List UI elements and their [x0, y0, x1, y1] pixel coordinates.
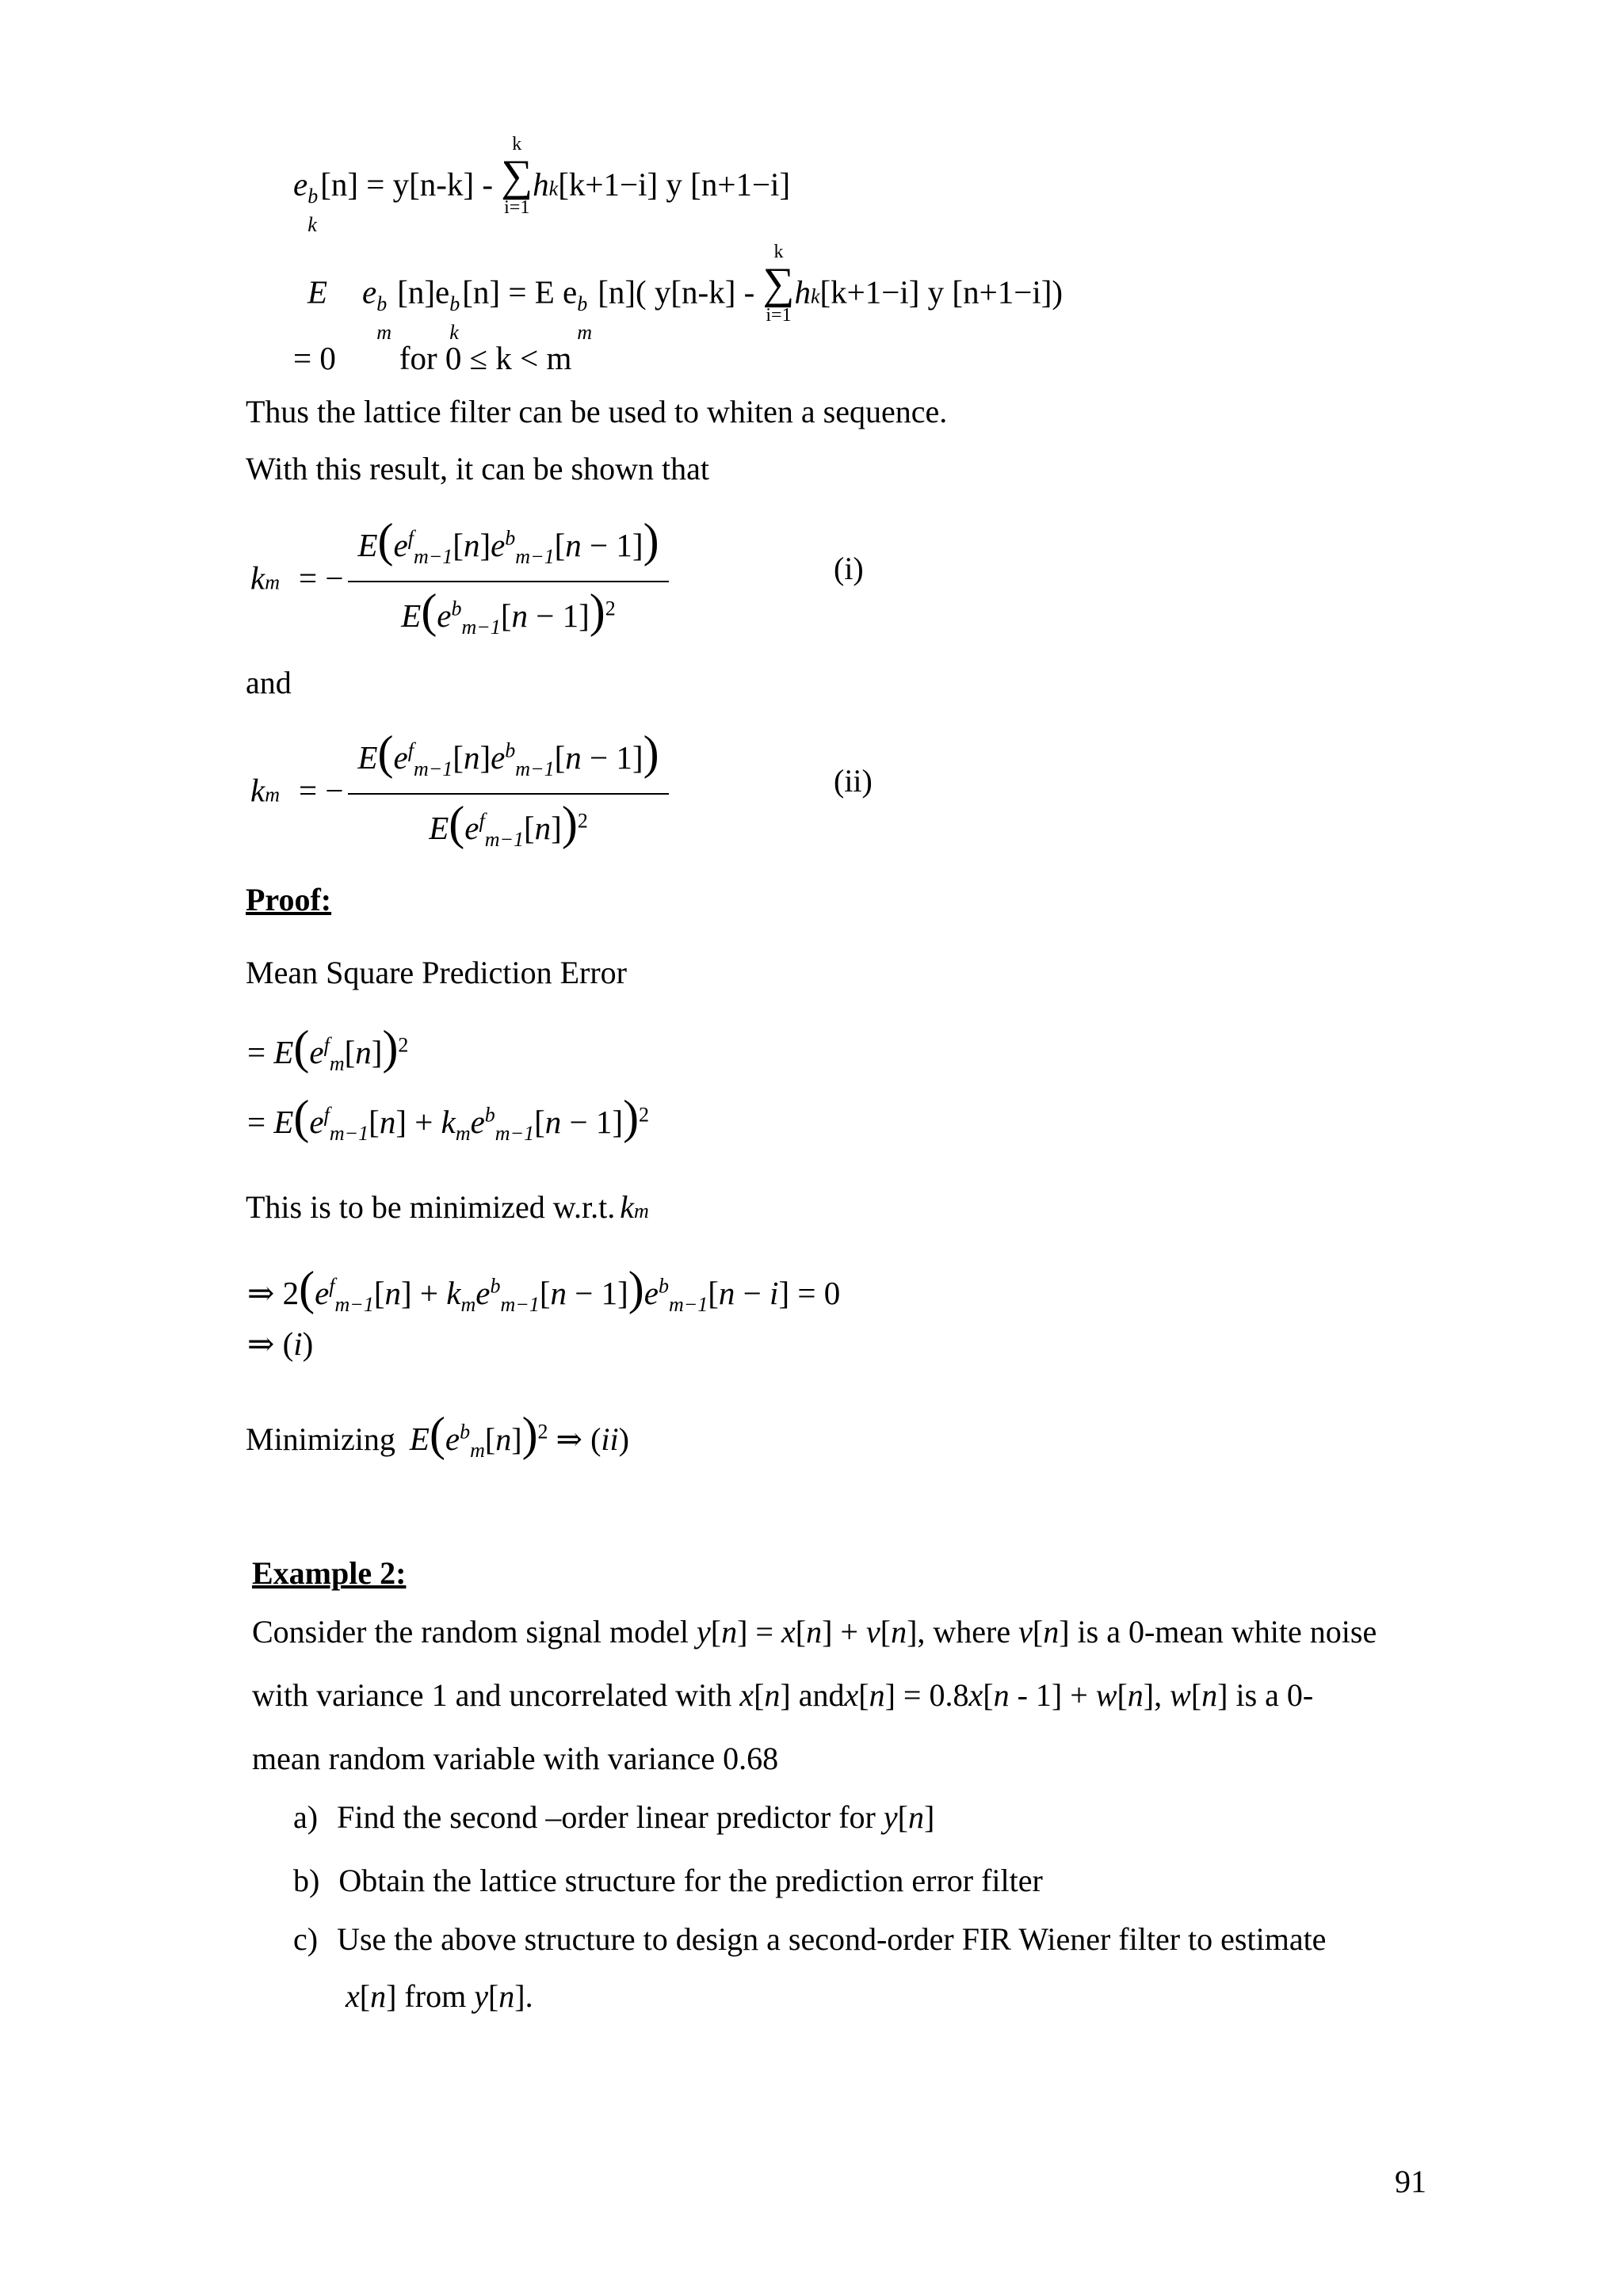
- example-line-1: Consider the random signal model y[n] = x[n] + v[n], where v[n] is a 0-mean white noise: [252, 1614, 1377, 1650]
- equation-km-ii: km = − $\frac{E(e^f_{m-1}[n]e^b_{m-1}[n - 1])}{E(e^f_{m-1}[n])^2}$: [250, 729, 669, 859]
- heading-example-2: Example 2:: [252, 1555, 407, 1591]
- summation-symbol: k ∑ i=1: [762, 242, 795, 326]
- equation-label-i: (i): [834, 551, 864, 586]
- equation-derivative: ⇒ $2(e^f_{m-1}[n] + k_me^b_{m-1}[n - 1])e^b_{m-1}[n - i] = 0$: [247, 1262, 841, 1317]
- paragraph-mspe: Mean Square Prediction Error: [246, 955, 627, 990]
- equation-zero-condition: = 0 for 0 ≤ k < m: [293, 340, 572, 376]
- equation-implies-i: ⇒ (i): [247, 1325, 314, 1362]
- equation-km-i: km = − $\frac{E(e^f_{m-1}[n]e^b_{m-1}[n - 1])}{E(e^b_{m-1}[n - 1])^2}$: [250, 517, 669, 646]
- paragraph-whiten: Thus the lattice filter can be used to whiten a sequence.: [246, 394, 948, 429]
- equation-mspe-1: = $E(e^f_m[n])^2$: [247, 1021, 409, 1076]
- paragraph-minimize: This is to be minimized w.r.t. km: [246, 1189, 649, 1225]
- equation-mspe-2: = $E(e^f_{m-1}[n] + k_me^b_{m-1}[n - 1])^2$: [247, 1091, 650, 1146]
- heading-proof: Proof:: [246, 882, 332, 917]
- example-line-2: with variance 1 and uncorrelated with x[n] andx[n] = 0.8x[n - 1] + w[n], w[n] is a 0-: [252, 1677, 1314, 1713]
- paragraph-result: With this result, it can be shown that: [246, 451, 709, 486]
- example-line-3: mean random variable with variance 0.68: [252, 1741, 779, 1776]
- list-item-a: a) Find the second –order linear predictor for y[n]: [293, 1799, 935, 1835]
- equation-orthogonality: E e b m [n]e b k [n] = E e b m [n]( y[n-k] - k ∑ i=1 hk[k+1−i] y [n+1−i]): [307, 242, 1064, 345]
- paragraph-minimizing: Minimizing $E(e^b_m[n])^2$ ⇒ (ii): [246, 1408, 629, 1462]
- equation-label-ii: (ii): [834, 763, 873, 799]
- equation-backward-error: e b k [n] = y[n-k] - k ∑ i=1 hk[k+1−i] y [n+1−i]: [293, 134, 791, 237]
- list-item-c: c) Use the above structure to design a second-order FIR Wiener filter to estimate: [293, 1921, 1327, 1957]
- list-item-c-continuation: x[n] from y[n].: [346, 1978, 533, 2014]
- list-item-b: b) Obtain the lattice structure for the prediction error filter: [293, 1863, 1043, 1898]
- word-and: and: [246, 665, 292, 700]
- summation-symbol: k ∑ i=1: [501, 134, 533, 218]
- page-number: 91: [1395, 2164, 1426, 2199]
